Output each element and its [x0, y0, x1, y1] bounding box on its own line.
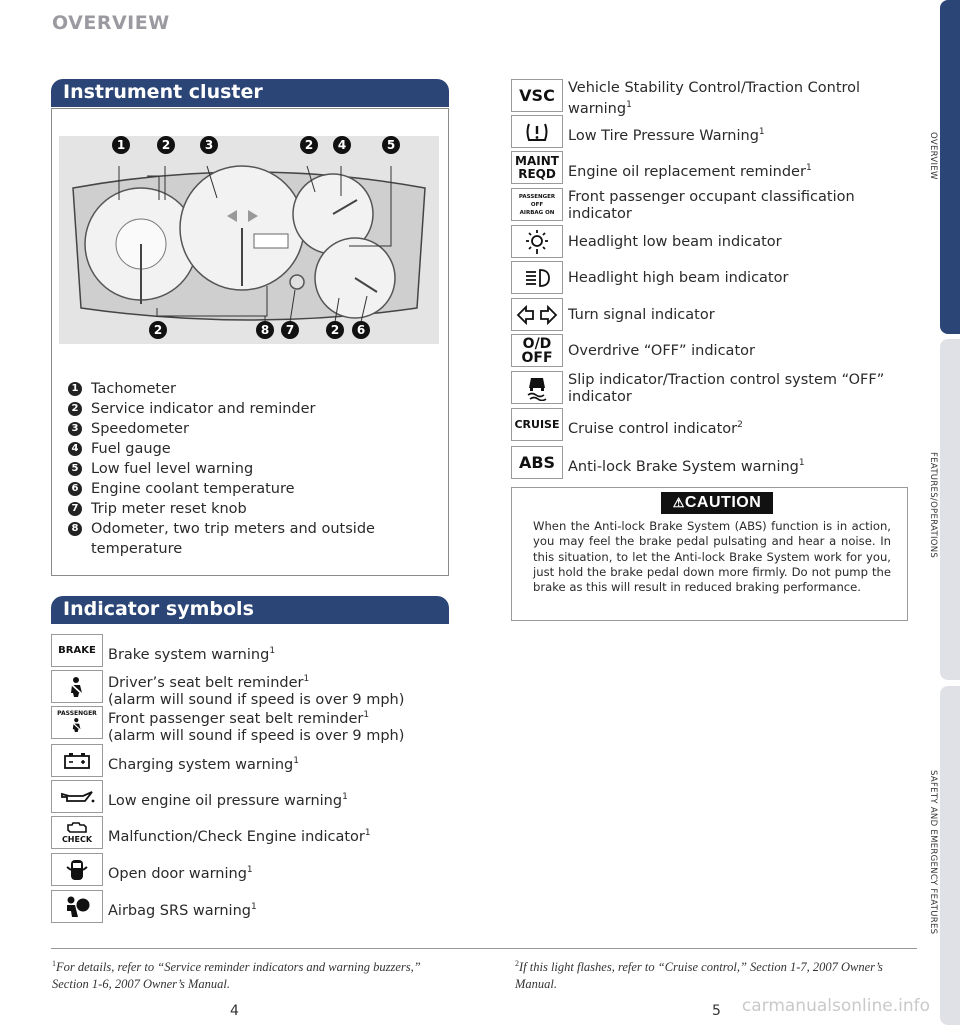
instrument-cluster-header: Instrument cluster [51, 79, 449, 107]
callout-bottom-2: 8 [256, 321, 274, 339]
abs-icon: ABS [511, 446, 563, 479]
indicator-label: Overdrive “OFF” indicator [568, 343, 755, 359]
legend-number: 5 [68, 462, 82, 476]
legend-label: Engine coolant temperature [91, 481, 295, 497]
indicator-label: Driver’s seat belt reminder [108, 674, 304, 691]
indicator-label: Slip indicator/Traction control system “OFF” [568, 372, 885, 388]
callout-top-2: 2 [157, 136, 175, 154]
legend-label: Trip meter reset knob [91, 501, 247, 517]
indicator-label: Airbag SRS warning [108, 902, 251, 919]
oil-can-icon [51, 780, 103, 813]
callout-bottom-1: 2 [149, 321, 167, 339]
passenger-text: PASSENGER [57, 710, 97, 717]
legend-number: 1 [68, 382, 82, 396]
footnote-ref: 1 [364, 828, 371, 838]
footnote-ref: 1 [342, 792, 348, 802]
footnote-marker: 2 [515, 959, 519, 968]
open-door-icon [51, 853, 103, 886]
side-label-overview: OVERVIEW [928, 132, 938, 180]
footnote-left-text: For details, refer to “Service reminder indicators and warning buzzers,” Section 1-6, 2007 Owner’s Manual. [52, 960, 421, 992]
footnote-ref: 1 [363, 710, 370, 720]
caution-label: CAUTION [684, 494, 762, 511]
indicator-vsc [511, 79, 860, 118]
legend-item [68, 519, 438, 559]
legend-label: Fuel gauge [91, 441, 171, 457]
legend-item [68, 459, 438, 479]
callout-top-5: 4 [333, 136, 351, 154]
check-engine-icon [51, 816, 103, 849]
footnote-ref: 1 [250, 902, 257, 912]
callout-top-6: 5 [382, 136, 400, 154]
high-beam-icon [511, 261, 563, 294]
callout-top-3: 3 [200, 136, 218, 154]
maint-reqd-icon: MAINT REQD [511, 151, 563, 184]
footer-divider [51, 948, 917, 949]
indicator-charging [51, 744, 299, 777]
side-tabs [940, 0, 960, 1025]
footnote-ref: 1 [798, 458, 805, 468]
tab-overview[interactable] [940, 0, 960, 334]
indicator-label: Anti-lock Brake System warning [568, 458, 799, 475]
indicator-label: Low Tire Pressure Warning [568, 127, 759, 144]
legend-label: Service indicator and reminder [91, 401, 316, 417]
legend-label: Tachometer [91, 381, 176, 397]
airbag-icon [51, 890, 103, 923]
battery-icon [51, 744, 103, 777]
passenger-airbag-icon: PASSENGER OFF AIRBAG ON [511, 188, 563, 221]
indicator-label: Charging system warning [108, 756, 294, 773]
indicator-od-off [511, 334, 755, 367]
vsc-icon: VSC [511, 79, 563, 112]
indicator-label-2: warning [568, 100, 627, 117]
legend-number: 6 [68, 482, 82, 496]
caution-badge [661, 492, 773, 514]
indicator-label: Low engine oil pressure warning [108, 792, 343, 809]
indicator-slip [511, 371, 884, 406]
indicator-passenger-classification [511, 188, 855, 223]
legend-label: Odometer, two trip meters and outside temperature [91, 521, 375, 557]
legend-item [68, 479, 438, 499]
od-off-icon: O/D OFF [511, 334, 563, 367]
callout-bottom-5: 6 [352, 321, 370, 339]
slip-icon [511, 371, 563, 404]
cluster-legend [68, 379, 438, 559]
instrument-cluster-box [51, 108, 449, 576]
indicator-note: (alarm will sound if speed is over 9 mph) [108, 691, 405, 708]
footnote-ref: 1 [269, 646, 276, 656]
brake-icon: BRAKE [51, 634, 103, 667]
indicator-label-2: indicator [568, 206, 632, 222]
footnote-right [515, 955, 915, 993]
indicator-tire-pressure [511, 115, 765, 148]
indicator-label-2: indicator [568, 389, 632, 405]
legend-item [68, 379, 438, 399]
legend-number: 3 [68, 422, 82, 436]
cruise-icon: CRUISE [511, 408, 563, 441]
indicator-low-beam [511, 225, 782, 258]
indicator-passenger-seatbelt [51, 706, 404, 745]
legend-number: 7 [68, 502, 82, 516]
footnote-marker: 1 [52, 959, 56, 968]
indicator-oil-pressure [51, 780, 348, 813]
footnote-ref: 1 [246, 865, 253, 875]
indicator-label: Headlight high beam indicator [568, 270, 789, 286]
footnote-ref: 1 [303, 674, 310, 684]
page-title: OVERVIEW [52, 12, 170, 34]
legend-number: 4 [68, 442, 82, 456]
side-label-features: FEATURES/OPERATIONS [928, 452, 938, 559]
callout-bottom-4: 2 [326, 321, 344, 339]
watermark: carmanualsonline.info [741, 996, 930, 1016]
indicator-note: (alarm will sound if speed is over 9 mph) [108, 727, 405, 744]
footnote-ref: 1 [626, 100, 632, 110]
callout-top-4: 2 [300, 136, 318, 154]
footnote-left [52, 955, 452, 993]
indicator-label: Engine oil replacement reminder [568, 163, 806, 180]
indicator-turn-signal [511, 298, 715, 331]
passenger-seatbelt-icon [51, 706, 103, 739]
indicator-abs [511, 446, 805, 479]
footnote-right-text: If this light flashes, refer to “Cruise control,” Section 1-7, 2007 Owner’s Manual. [515, 960, 883, 992]
legend-item [68, 439, 438, 459]
indicator-cruise [511, 408, 743, 441]
tab-features-operations[interactable] [940, 339, 960, 680]
indicator-airbag [51, 890, 257, 923]
indicator-label: Brake system warning [108, 646, 270, 663]
side-label-safety: SAFETY AND EMERGENCY FEATURES [928, 770, 938, 935]
seatbelt-icon [51, 670, 103, 703]
legend-item [68, 419, 438, 439]
footnote-ref: 2 [737, 420, 743, 430]
indicator-symbols-header: Indicator symbols [51, 596, 449, 624]
legend-label: Low fuel level warning [91, 461, 254, 477]
page-number-right: 5 [712, 1003, 721, 1019]
page-number-left: 4 [230, 1003, 239, 1019]
footnote-ref: 1 [758, 127, 765, 137]
indicator-maint-reqd [511, 151, 812, 184]
warning-triangle-icon: ⚠ [672, 495, 685, 510]
indicator-label: Headlight low beam indicator [568, 234, 782, 250]
caution-text: When the Anti-lock Brake System (ABS) function is in action, you may feel the brake pedal pulsating and hear a noise. In this situation, to let the Anti-lock Brake System work for you, just hold the brake pedal down more firmly. Do not pump the brake as this will result in reduced braking performance. [533, 519, 891, 595]
indicator-label: Turn signal indicator [568, 307, 715, 323]
caution-box [511, 487, 908, 621]
indicator-label: Vehicle Stability Control/Traction Control [568, 80, 861, 96]
indicator-brake [51, 634, 275, 667]
low-beam-icon [511, 225, 563, 258]
footnote-ref: 1 [805, 163, 812, 173]
check-text: CHECK [61, 835, 93, 844]
footnote-ref: 1 [293, 756, 299, 766]
callout-top-1: 1 [112, 136, 130, 154]
callout-bottom-3: 7 [281, 321, 299, 339]
instrument-cluster-illustration [59, 136, 439, 344]
tab-safety[interactable] [940, 686, 960, 1025]
legend-item [68, 399, 438, 419]
cluster-diagram [59, 136, 439, 344]
legend-item [68, 499, 438, 519]
indicator-label: Cruise control indicator [568, 420, 738, 437]
indicator-label: Front passenger seat belt reminder [108, 710, 364, 727]
indicator-open-door [51, 853, 253, 886]
turn-signal-icon [511, 298, 563, 331]
tire-pressure-icon [511, 115, 563, 148]
legend-number: 2 [68, 402, 82, 416]
indicator-check-engine [51, 816, 371, 849]
indicator-label: Malfunction/Check Engine indicator [108, 828, 365, 845]
legend-label: Speedometer [91, 421, 189, 437]
indicator-high-beam [511, 261, 788, 294]
indicator-label: Open door warning [108, 865, 247, 882]
indicator-label: Front passenger occupant classification [568, 189, 855, 205]
indicator-seatbelt [51, 670, 404, 709]
legend-number: 8 [68, 522, 82, 536]
